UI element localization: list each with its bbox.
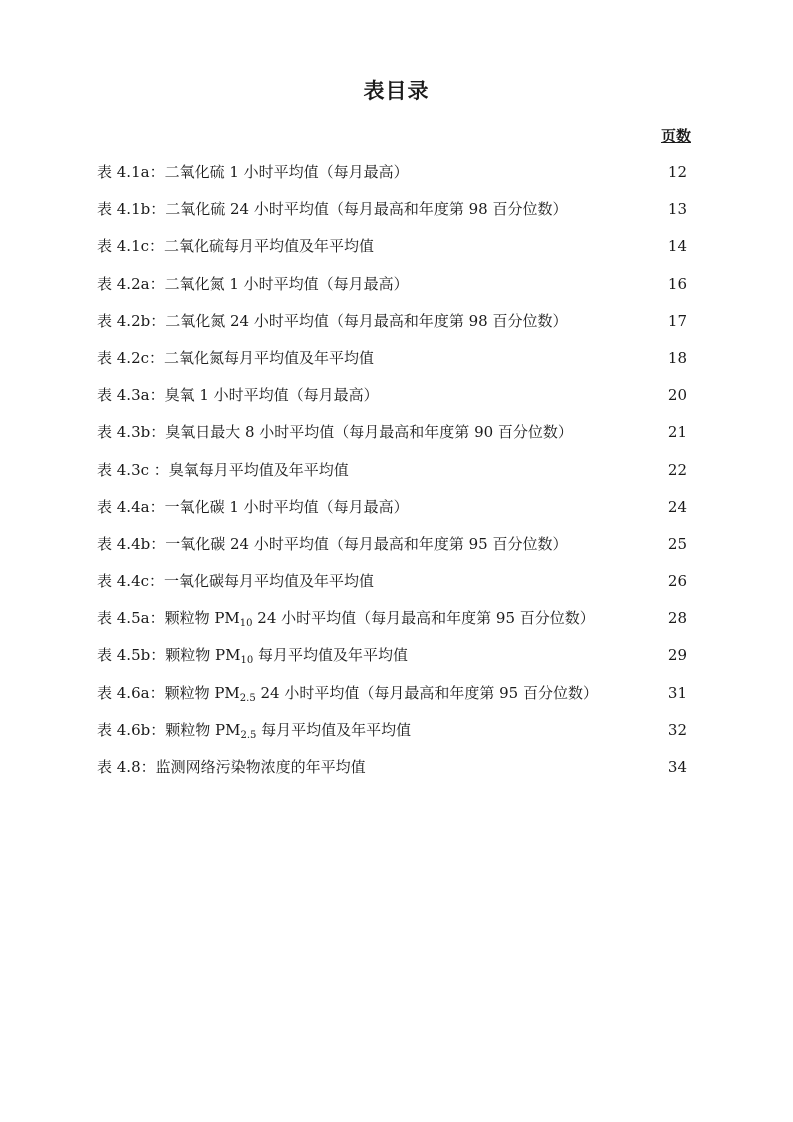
toc-entry-page: 25 xyxy=(667,534,687,553)
toc-entry-label xyxy=(97,718,411,748)
toc-entry-label xyxy=(97,643,408,673)
toc-entry-label-text: 表 4.6b：颗粒物 PM xyxy=(97,720,241,739)
toc-entry-page: 13 xyxy=(667,200,687,219)
toc-entry-label xyxy=(97,681,598,711)
toc-entry[interactable] xyxy=(97,309,687,346)
toc-entry-page: 18 xyxy=(667,348,687,367)
toc-entry[interactable] xyxy=(97,197,687,234)
toc-entry[interactable] xyxy=(97,532,687,569)
toc-entry-page: 26 xyxy=(667,572,687,591)
toc-entry-label-text: 24 小时平均值（每月最高和年度第 95 百分位数） xyxy=(252,609,595,628)
page-title: 表目录 xyxy=(363,79,430,103)
toc-entry-label: 表 4.3b：臭氧日最大 8 小时平均值（每月最高和年度第 90 百分位数） xyxy=(97,423,573,442)
toc-entry-page: 28 xyxy=(667,609,687,628)
toc-entry-label: 表 4.2c：二氧化氮每月平均值及年平均值 xyxy=(97,348,375,367)
toc-entry-page: 12 xyxy=(667,163,687,181)
toc-entry[interactable] xyxy=(97,420,687,457)
toc-entry-page: 22 xyxy=(667,460,687,479)
toc-entry-page: 14 xyxy=(667,237,687,256)
toc-entry[interactable] xyxy=(97,458,687,495)
toc-entry-label-text: 表 4.6a：颗粒物 PM xyxy=(97,683,240,702)
toc-entry-page: 16 xyxy=(667,274,687,293)
page-number-column-header: 页数 xyxy=(660,127,691,145)
toc-entry-page: 32 xyxy=(667,720,687,739)
toc-entry-label: 表 4.2a：二氧化氮 1 小时平均值（每月最高） xyxy=(97,274,409,293)
toc-entry[interactable] xyxy=(97,606,687,643)
toc-entry-page: 24 xyxy=(667,497,687,516)
toc-entry-label: 表 4.8：监测网络污染物浓度的年平均值 xyxy=(97,758,366,776)
toc-entry-label-subscript: 10 xyxy=(239,618,253,630)
toc-entry-label: 表 4.4b：一氧化碳 24 小时平均值（每月最高和年度第 95 百分位数） xyxy=(97,534,568,553)
toc-entry[interactable] xyxy=(97,681,687,718)
toc-entry-label: 表 4.1a：二氧化硫 1 小时平均值（每月最高） xyxy=(97,163,409,181)
toc-entry-page: 34 xyxy=(667,758,687,776)
toc-entry-label-subscript: 2.5 xyxy=(240,729,257,741)
toc-entry-label: 表 4.3a：臭氧 1 小时平均值（每月最高） xyxy=(97,386,379,405)
toc-entry-label-text: 24 小时平均值（每月最高和年度第 95 百分位数） xyxy=(255,683,598,702)
toc-entry[interactable] xyxy=(97,643,687,680)
toc-entry-page: 31 xyxy=(667,683,687,702)
toc-entry[interactable] xyxy=(97,346,687,383)
toc-entry-page: 21 xyxy=(667,423,687,442)
toc-entry[interactable] xyxy=(97,234,687,271)
toc-entry-label-text: 每月平均值及年平均值 xyxy=(256,720,412,739)
toc-entry-label: 表 4.4c：一氧化碳每月平均值及年平均值 xyxy=(97,572,375,591)
toc-entry-label: 表 4.4a：一氧化碳 1 小时平均值（每月最高） xyxy=(97,497,409,516)
toc-entry[interactable] xyxy=(97,272,687,309)
toc-entry-label-subscript: 2.5 xyxy=(239,692,256,704)
toc-entry-label: 表 4.2b：二氧化氮 24 小时平均值（每月最高和年度第 98 百分位数） xyxy=(97,311,568,330)
toc-entry-label-text: 表 4.5b：颗粒物 PM xyxy=(97,646,241,665)
toc-entry-label: 表 4.1c：二氧化硫每月平均值及年平均值 xyxy=(97,237,375,256)
toc-entry[interactable] xyxy=(97,569,687,606)
toc-entry[interactable] xyxy=(97,718,687,755)
toc-entry[interactable] xyxy=(97,495,687,532)
table-of-contents xyxy=(97,160,687,792)
toc-entry-page: 29 xyxy=(667,646,687,665)
toc-entry-page: 17 xyxy=(667,311,687,330)
toc-entry-label-text: 每月平均值及年平均值 xyxy=(253,646,408,665)
toc-entry-page: 20 xyxy=(667,386,687,405)
toc-entry[interactable] xyxy=(97,383,687,420)
toc-entry-label xyxy=(97,606,595,636)
toc-entry-label: 表 4.1b：二氧化硫 24 小时平均值（每月最高和年度第 98 百分位数） xyxy=(97,200,568,219)
toc-entry[interactable] xyxy=(97,160,687,197)
toc-entry-label-text: 表 4.5a：颗粒物 PM xyxy=(97,609,240,628)
toc-entry[interactable] xyxy=(97,755,687,792)
toc-entry-label: 表 4.3c ：臭氧每月平均值及年平均值 xyxy=(97,460,349,479)
toc-entry-label-subscript: 10 xyxy=(240,655,254,667)
